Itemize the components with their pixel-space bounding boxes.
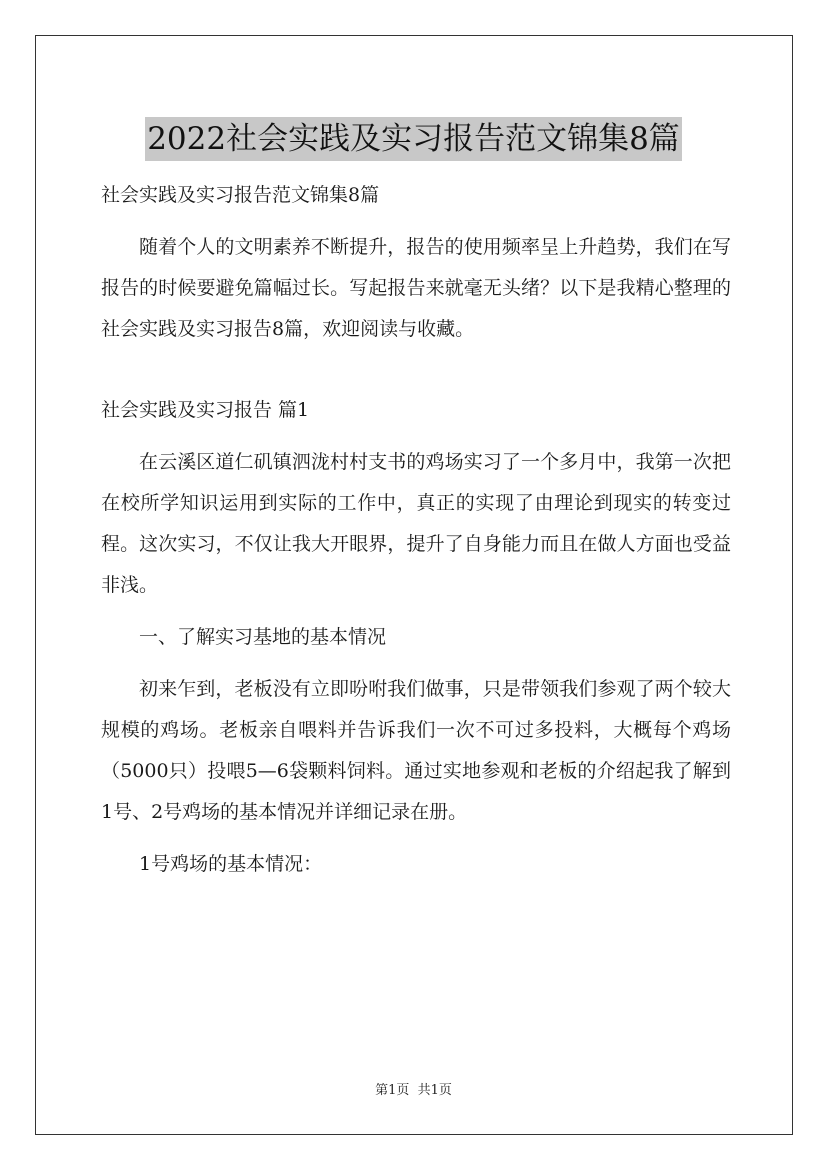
body-paragraph: 1号鸡场的基本情况： [139, 853, 323, 875]
body-paragraph: 初来乍到，老板没有立即吩咐我们做事，只是带领我们参观了两个较大规模的鸡场。老板亲自喂料并告诉我们一次不可过多投料，大概每个鸡场（5000只）投喂5—6袋颗料饲料。通过实地参观和老板的介绍起我了解到1号、2号鸡场的基本情况并详细记录在册。 [101, 678, 731, 823]
page-footer: 第1页 共1页 [375, 1083, 452, 1098]
section-heading: 社会实践及实习报告 篇1 [101, 399, 310, 421]
body-paragraph: 在云溪区道仁矶镇泗泷村村支书的鸡场实习了一个多月中，我第一次把在校所学知识运用到实际的工作中，真正的实现了由理论到现实的转变过程。这次实习，不仅让我大开眼界，提升了自身能力而且在做人方面也受益非浅。 [101, 451, 731, 596]
subtitle-paragraph: 社会实践及实习报告范文锦集8篇 [101, 184, 380, 206]
subsection-heading: 一、了解实习基地的基本情况 [139, 626, 387, 648]
document-title: 2022社会实践及实习报告范文锦集8篇 [145, 117, 682, 161]
title-container [0, 96, 827, 182]
document-body [101, 175, 731, 896]
intro-paragraph: 随着个人的文明素养不断提升，报告的使用频率呈上升趋势，我们在写报告的时候要避免篇幅过长。写起报告来就毫无头绪？以下是我精心整理的社会实践及实习报告8篇，欢迎阅读与收藏。 [101, 236, 731, 340]
